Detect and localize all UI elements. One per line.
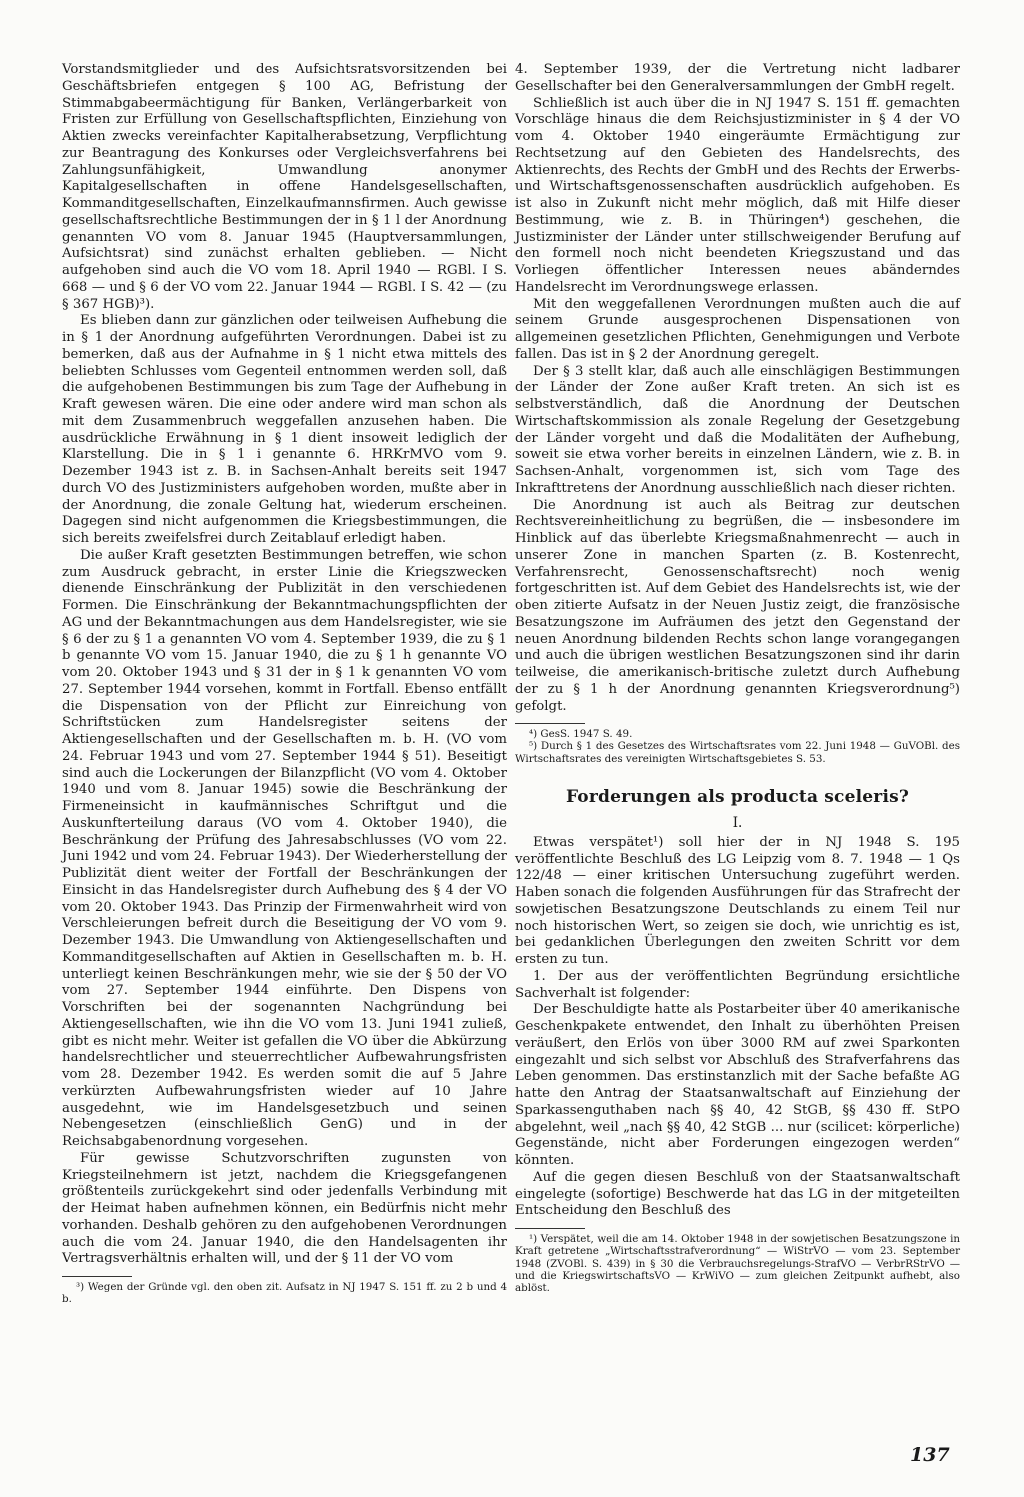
- paragraph: Auf die gegen diesen Beschluß von der Staatsanwaltschaft eingelegte (sofortige) Beschwerde hat das LG in der mitgeteilten Entscheidung den Beschluß des: [515, 1169, 960, 1219]
- paragraph: Die außer Kraft gesetzten Bestimmungen betreffen, wie schon zum Ausdruck gebracht, in erster Linie die Kriegszwecken dienende Einschränkung der Publizität in den verschiedenen Formen. Die Einschränkung der Bekanntmachungspflichten der AG und der Bekanntmachungen aus dem Handelsregister, wie sie § 6 der zu § 1 a genannten VO vom 4. September 1939, die zu § 1 b genannte VO vom 15. Januar 1940, die zu § 1 h genannte VO vom 20. Oktober 1943 und § 31 der in § 1 k genannten VO vom 27. September 1944 vorsehen, kommt in Fortfall. Ebenso entfällt die Dispensation von der Pflicht zur Einreichung von Schriftstücken zum Handelsregister seitens der Aktiengesellschaften und der Gesellschaften m. b. H. (VO vom 24. Februar 1943 und vom 27. September 1944 § 51). Beseitigt sind auch die Lockerungen der Bilanzpflicht (VO vom 4. Oktober 1940 und vom 8. Januar 1945) sowie die Beschränkung der Firmeneinsicht in kaufmännisches Schriftgut und die Auskunfterteilung daraus (VO vom 4. Oktober 1940), die Beschränkung der Prüfung des Jahresabschlusses (VO vom 22. Juni 1942 und vom 24. Februar 1943). Der Wiederherstellung der Publizität dient weiter der Fortfall der Beschränkungen der Einsicht in das Handelsregister durch Aufhebung des § 4 der VO vom 20. Oktober 1943. Das Prinzip der Firmenwahrheit wird von Verschleierungen befreit durch die Beseitigung der VO vom 9. Dezember 1943. Die Umwandlung von Aktiengesellschaften und Kommanditgesellschaften auf Aktien in Gesellschaften m. b. H. unterliegt keinen Beschränkungen mehr, wie sie der § 50 der VO vom 27. September 1944 einführte. Den Dispens von Vorschriften bei der sogenannten Nachgründung bei Aktiengesellschaften, wie ihn die VO vom 13. Juni 1941 zuließ, gibt es nicht mehr. Weiter ist gefallen die VO über die Abkürzung handelsrechtlicher und steuerrechtlicher Aufbewahrungsfristen vom 28. Dezember 1942. Es werden somit die auf 5 Jahre verkürzten Aufbewahrungsfristen wieder auf 10 Jahre ausgedehnt, wie im Handelsgesetzbuch und seinen Nebengesetzen (einschließlich GenG) und in der Reichsabgabenordnung vorgesehen.: [62, 547, 507, 1149]
- footnote: ⁴) GesS. 1947 S. 49.: [529, 728, 633, 741]
- page-number: 137: [910, 1444, 950, 1466]
- left-column: [62, 62, 507, 1305]
- paragraph: Die Anordnung ist auch als Beitrag zur deutschen Rechtsvereinheitlichung zu begrüßen, die — insbesondere im Hinblick auf das überlebte Kriegsmaßnahmenrecht — auch in unserer Zone in manchen Sparten (z. B. Kostenrecht, Verfahrensrecht, Genossenschaftsrecht) noch wenig fortgeschritten ist. Auf dem Gebiet des Handelsrechts ist, wie der oben zitierte Aufsatz in der Neuen Justiz zeigt, die französische Besatzungszone im Aufräumen des jetzt den Gegenstand der neuen Anordnung bildenden Rechts schon lange vorangegangen und auch die übrigen westlichen Besatzungszonen sind ihr darin teilweise, die amerikanisch-britische zuletzt durch Aufhebung der zu § 1 h der Anordnung genannten Kriegsverordnung⁵) gefolgt.: [515, 497, 960, 714]
- footnote-divider: [515, 723, 585, 724]
- footnote-divider: [62, 1276, 132, 1277]
- footnote: ³) Wegen der Gründe vgl. den oben zit. Aufsatz in NJ 1947 S. 151 ff. zu 2 b und 4 b.: [62, 1281, 507, 1306]
- right-column: [515, 62, 960, 1294]
- paragraph: Es blieben dann zur gänzlichen oder teilweisen Aufhebung die in § 1 der Anordnung aufgeführten Verordnungen. Dabei ist zu bemerken, daß aus der Aufnahme in § 1 nicht etwa mittels des beliebten Schlusses vom Gegenteil entnommen werden soll, daß die aufgehobenen Bestimmungen bis zum Tage der Aufhebung in Kraft gewesen wären. Die eine oder andere wird man schon als mit dem Zusammenbruch weggefallen anzusehen haben. Die ausdrückliche Erwähnung in § 1 dient insoweit lediglich der Klarstellung. Die in § 1 i genannte 6. HRKrMVO vom 9. Dezember 1943 ist z. B. in Sachsen-Anhalt bereits seit 1947 durch VO des Justizministers aufgehoben worden, mußte aber in der Anordnung, die zonale Geltung hat, wiederum erscheinen. Dagegen sind nicht aufgenommen die Kriegsbestimmungen, die sich bereits zweifelsfrei durch Zeitablauf erledigt haben.: [62, 313, 507, 546]
- paragraph: Mit den weggefallenen Verordnungen mußten auch die auf seinem Grunde ausgesprochenen Dispensationen von allgemeinen gesetzlichen Pflichten, Genehmigungen und Verbote fallen. Das ist in § 2 der Anordnung geregelt.: [515, 296, 960, 362]
- paragraph: Für gewisse Schutzvorschriften zugunsten von Kriegsteilnehmern ist jetzt, nachdem die Kriegsgefangenen größtenteils zurückgekehrt sind oder jedenfalls Verbindung mit der Heimat haben aufnehmen können, ein Bedürfnis nicht mehr vorhanden. Deshalb gehören zu den aufgehobenen Verordnungen auch die vom 24. Januar 1940, die den Handelsagenten ihr Vertragsverhältnis erhalten will, und der § 11 der VO vom: [62, 1150, 507, 1267]
- paragraph: 4. September 1939, der die Vertretung nicht ladbarer Gesellschafter bei den Generalversammlungen der GmbH regelt.: [515, 62, 960, 94]
- paragraph: Schließlich ist auch über die in NJ 1947 S. 151 ff. gemachten Vorschläge hinaus die dem Reichsjustizminister in § 4 der VO vom 4. Oktober 1940 eingeräumte Ermächtigung zur Rechtsetzung auf den Gebieten des Handelsrechts, des Aktienrechts, des Rechts der GmbH und des Rechts der Erwerbs- und Wirtschaftsgenossenschaften ausdrücklich aufgehoben. Es ist also in Zukunft nicht mehr möglich, daß mit Hilfe dieser Bestimmung, wie z. B. in Thüringen⁴) geschehen, die Justizminister der Länder unter stillschweigender Berufung auf den formell noch nicht beendeten Kriegszustand und das Vorliegen öffentlicher Interessen neues abänderndes Handelsrecht im Verordnungswege erlassen.: [515, 95, 960, 295]
- paragraph: 1. Der aus der veröffentlichten Begründung ersichtliche Sachverhalt ist folgender:: [515, 968, 960, 1001]
- footnote: ¹) Verspätet, weil die am 14. Oktober 1948 in der sowjetischen Besatzungszone in Kraft getretene „Wirtschaftsstrafverordnung“ — WiStrVO — vom 23. September 1948 (ZVOBl. S. 439) in § 30 die Verbrauchsregelungs-StrafVO — VerbrRStrVO — und die KriegswirtschaftsVO — KrWiVO — zum gleichen Zeitpunkt aufhebt, also ablöst.: [515, 1233, 960, 1294]
- paragraph: Der Beschuldigte hatte als Postarbeiter über 40 amerikanische Geschenkpakete entwendet, den Inhalt zu überhöhten Preisen veräußert, den Erlös von über 3000 RM auf zwei Sparkonten eingezahlt und sich selbst vor Abschluß des Strafverfahrens das Leben genommen. Das erstinstanzlich mit der Sache befaßte AG hatte den Antrag der Staatsanwaltschaft auf Einziehung der Sparkassenguthaben nach §§ 40, 42 StGB, §§ 430 ff. StPO abgelehnt, weil „nach §§ 40, 42 StGB ... nur (scilicet: körperliche) Gegenstände, nicht aber Forderungen eingezogen werden“ könnten.: [515, 1002, 960, 1169]
- footnote: ⁵) Durch § 1 des Gesetzes des Wirtschaftsrates vom 22. Juni 1948 — GuVOBl. des Wirtschaftsrates des vereinigten Wirtschaftsgebietes S. 53.: [515, 740, 960, 765]
- section-title: Forderungen als producta sceleris?: [565, 786, 910, 807]
- paragraph: Vorstandsmitglieder und des Aufsichtsratsvorsitzenden bei Geschäftsbriefen entgegen § 100 AG, Befristung der Stimmabgabeermächtigung für Banken, Verlängerbarkeit von Fristen zur Erfüllung von Gesellschaftspflichten, Einziehung von Aktien zwecks vereinfachter Kapitalherabsetzung, Verpflichtung zur Beantragung des Konkurses oder Vergleichsverfahrens bei Zahlungsunfähigkeit, Umwandlung anonymer Kapitalgesellschaften in offene Handelsgesellschaften, Kommanditgesellschaften, Einzelkaufmannsfirmen. Auch gewisse gesellschaftsrechtliche Bestimmungen der in § 1 l der Anordnung genannten VO vom 8. Januar 1945 (Hauptversammlungen, Aufsichtsrat) sind zunächst erhalten geblieben. — Nicht aufgehoben sind auch die VO vom 18. April 1940 — RGBl. I S. 668 — und § 6 der VO vom 22. Januar 1944 — RGBl. I S. 42 — (zu § 367 HGB)³).: [62, 62, 507, 312]
- section-number: I.: [732, 814, 743, 831]
- paragraph: Der § 3 stellt klar, daß auch alle einschlägigen Bestimmungen der Länder der Zone außer Kraft treten. An sich ist es selbstverständlich, daß die Anordnung der Deutschen Wirtschaftskommission als zonale Regelung der Gesetzgebung der Länder vorgeht und daß die Modalitäten der Aufhebung, soweit sie etwa vorher bereits in einzelnen Ländern, wie z. B. in Sachsen-Anhalt, vorgenommen ist, sich vom Tage des Inkrafttretens der Anordnung ausschließlich nach dieser richten.: [515, 363, 960, 496]
- footnote-divider: [515, 1228, 585, 1229]
- paragraph: Etwas verspätet¹) soll hier der in NJ 1948 S. 195 veröffentlichte Beschluß des LG Leipzig vom 8. 7. 1948 — 1 Qs 122/48 — einer kritischen Untersuchung zugeführt werden. Haben sonach die folgenden Ausführungen für das Strafrecht der sowjetischen Besatzungszone Deutschlands zu einem Teil nur noch historischen Wert, so zeigen sie doch, wie unrichtig es ist, bei gedanklichen Überlegungen den zweiten Schritt vor dem ersten zu tun.: [515, 834, 960, 968]
